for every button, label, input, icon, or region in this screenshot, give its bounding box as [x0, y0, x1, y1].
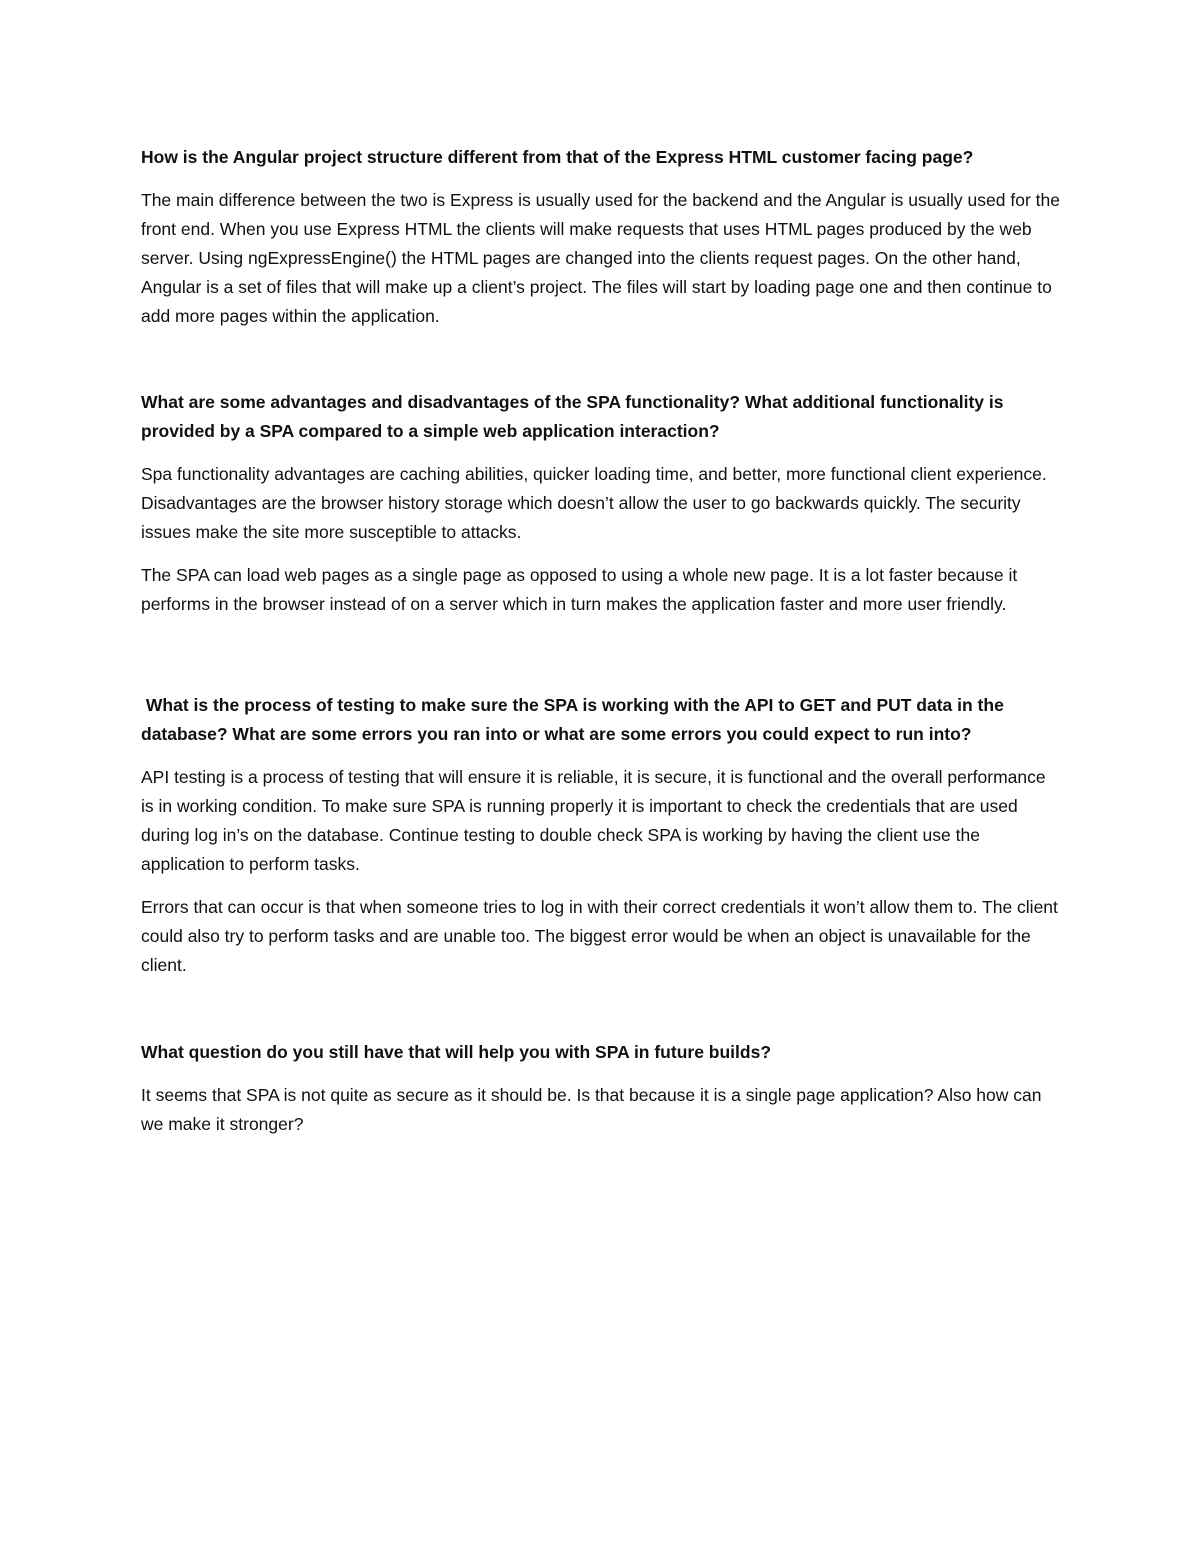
question-heading-4: What question do you still have that will help you with SPA in future builds? [141, 1042, 772, 1062]
section-spacer [141, 994, 1061, 1038]
answer-paragraph-3b: Errors that can occur is that when someone tries to log in with their correct credentials it won’t allow them to. The client could also try to perform tasks and are unable too. The biggest error would be when an object is unavailable for the client. [141, 897, 1058, 975]
question-heading-2: What are some advantages and disadvantages of the SPA functionality? What additional functionality is provided by a SPA compared to a simple web application interaction? [141, 392, 1004, 441]
question-heading-3: What is the process of testing to make sure the SPA is working with the API to GET and PUT data in the database? What are some errors you ran into or what are some errors you could expect to run into? [141, 695, 1009, 744]
answer-paragraph-3a: API testing is a process of testing that will ensure it is reliable, it is secure, it is functional and the overall performance is in working condition. To make sure SPA is running properly it is important to check the credentials that are used during log in’s on the database. Continue testing to double check SPA is working by having the client use the application to perform tasks. [141, 767, 1046, 874]
answer-paragraph-2b: The SPA can load web pages as a single page as opposed to using a whole new page. It is a lot faster because it performs in the browser instead of on a server which in turn makes the application faster and more user friendly. [141, 565, 1018, 614]
answer-paragraph-2a: Spa functionality advantages are caching abilities, quicker loading time, and better, more functional client experience. Disadvantages are the browser history storage which doesn’t allow the user to go backwards quickly. The security issues make the site more susceptible to attacks. [141, 464, 1047, 542]
document-body [141, 143, 1061, 1153]
section-spacer [141, 633, 1061, 691]
question-heading-1: How is the Angular project structure different from that of the Express HTML customer facing page? [141, 147, 974, 167]
answer-paragraph-1: The main difference between the two is Express is usually used for the backend and the Angular is usually used for the front end. When you use Express HTML the clients will make requests that uses HTML pages produced by the web server. Using ngExpressEngine() the HTML pages are changed into the clients request pages. On the other hand, Angular is a set of files that will make up a client’s project. The files will start by loading page one and then continue to add more pages within the application. [141, 190, 1060, 326]
answer-paragraph-4: It seems that SPA is not quite as secure as it should be. Is that because it is a single page application? Also how can we make it stronger? [141, 1085, 1042, 1134]
section-spacer [141, 345, 1061, 388]
